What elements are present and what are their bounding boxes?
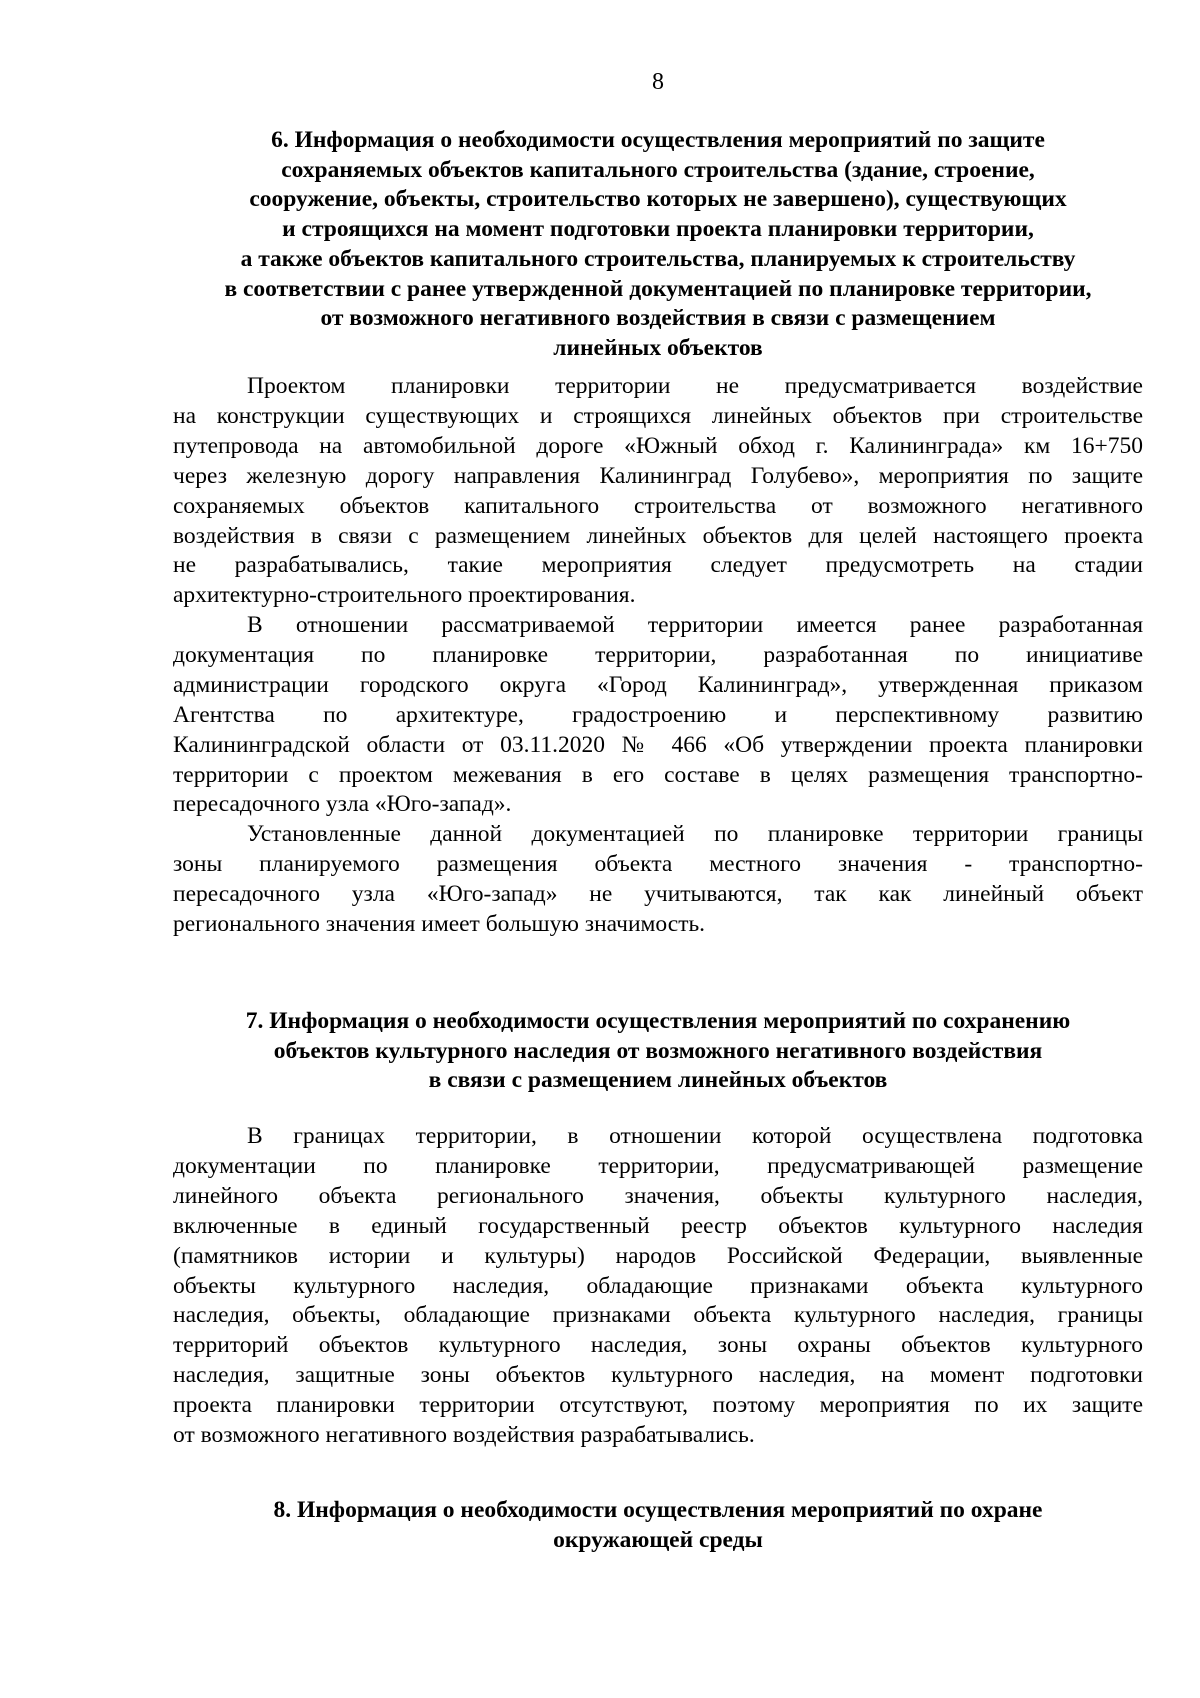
paragraph-line: пересадочного узла «Юго-запад» не учитываются, так как линейный объект [173,880,1143,907]
paragraph-line: пересадочного узла «Юго-запад». [173,791,512,818]
section-6-heading [173,126,1143,364]
heading-line: сооружение, объекты, строительство которых не завершено), существующих [249,186,1067,213]
paragraph-line: сохраняемых объектов капитального строительства от возможного негативного [173,492,1143,519]
paragraph-line: зоны планируемого размещения объекта местного значения - транспортно- [173,850,1143,877]
paragraph-line: регионального значения имеет большую значимость. [173,910,706,937]
paragraph-line: воздействия в связи с размещением линейных объектов для целей настоящего проекта [173,522,1143,549]
section-8-heading [173,1496,1143,1555]
heading-line: окружающей среды [553,1526,763,1553]
paragraph-line: В границах территории, в отношении которой осуществлена подготовка [247,1123,1143,1149]
paragraph-line: (памятников истории и культуры) народов Российской Федерации, выявленные [173,1242,1143,1269]
heading-line: линейных объектов [553,334,763,361]
paragraph-line: наследия, защитные зоны объектов культурного наследия, на момент подготовки [173,1362,1143,1389]
paragraph-line: линейного объекта регионального значения, объекты культурного наследия, [173,1182,1143,1209]
section-6-paragraph-1 [173,372,1143,611]
heading-line: 6. Информация о необходимости осуществления мероприятий по защите [271,127,1045,153]
paragraph-line: территории с проектом межевания в его составе в целях размещения транспортно- [173,761,1143,788]
paragraph-line: документации по планировке территории, предусматривающей размещение [173,1152,1143,1179]
paragraph-line: администрации городского округа «Город Калининград», утвержденная приказом [173,671,1143,698]
heading-line: объектов культурного наследия от возможного негативного воздействия [273,1037,1043,1064]
section-6-paragraph-2 [173,611,1143,820]
paragraph-line: проекта планировки территории отсутствуют, поэтому мероприятия по их защите [173,1392,1143,1419]
paragraph-line: на конструкции существующих и строящихся линейных объектов при строительстве [173,402,1143,429]
paragraph-line: В отношении рассматриваемой территории имеется ранее разработанная [247,612,1143,638]
paragraph-line: Установленные данной документацией по планировке территории границы [247,821,1143,847]
paragraph-line: путепровода на автомобильной дороге «Южный обход г. Калининграда» км 16+750 [173,432,1143,459]
paragraph-line: через железную дорогу направления Калининград Голубево», мероприятия по защите [173,462,1143,489]
paragraph-line: документация по планировке территории, разработанная по инициативе [173,641,1143,668]
paragraph-line: от возможного негативного воздействия разрабатывались. [173,1422,755,1449]
section-7-paragraph-1 [173,1122,1143,1451]
heading-line: и строящихся на момент подготовки проекта планировки территории, [282,216,1034,243]
section-6-paragraph-3 [173,820,1143,940]
heading-line: сохраняемых объектов капитального строительства (здание, строение, [281,156,1035,183]
page-number: 8 [652,69,664,95]
heading-line: 8. Информация о необходимости осуществления мероприятий по охране [273,1497,1043,1523]
paragraph-line: архитектурно-строительного проектирования. [173,582,636,609]
paragraph-line: Проектом планировки территории не предусматривается воздействие [247,373,1143,399]
heading-line: 7. Информация о необходимости осуществления мероприятий по сохранению [245,1008,1071,1034]
paragraph-line: объекты культурного наследия, обладающие признаками объекта культурного [173,1272,1143,1299]
section-7-heading [173,1007,1143,1096]
paragraph-line: наследия, объекты, обладающие признаками объекта культурного наследия, границы [173,1302,1143,1329]
heading-line: от возможного негативного воздействия в связи с размещением [320,305,996,332]
paragraph-line: территорий объектов культурного наследия, зоны охраны объектов культурного [173,1332,1143,1359]
heading-line: в соответствии с ранее утвержденной документацией по планировке территории, [224,275,1092,302]
heading-line: а также объектов капитального строительства, планируемых к строительству [240,245,1076,272]
paragraph-line: Калининградской области от 03.11.2020 № 466 «Об утверждении проекта планировки [173,731,1143,758]
paragraph-line: Агентства по архитектуре, градостроению и перспективному развитию [173,701,1143,728]
paragraph-line: не разрабатывались, такие мероприятия следует предусмотреть на стадии [173,552,1143,579]
paragraph-line: включенные в единый государственный реестр объектов культурного наследия [173,1212,1143,1239]
heading-line: в связи с размещением линейных объектов [428,1067,888,1094]
